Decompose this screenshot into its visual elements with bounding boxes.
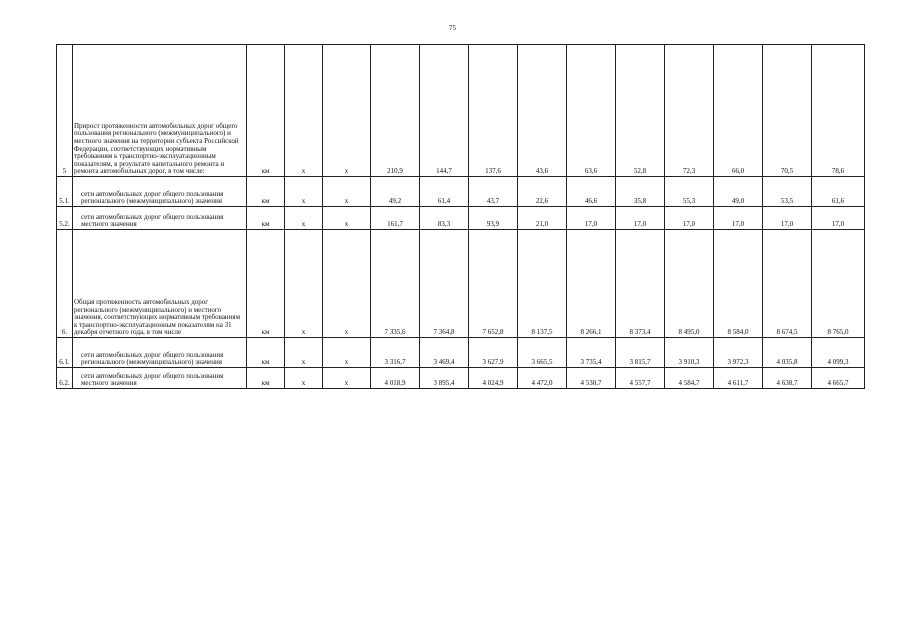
row-index: 5.2. <box>57 207 73 230</box>
row-unit: км <box>247 45 285 177</box>
row-description: сети автомобильных дорог общего пользования регионального (межмуниципального) значения <box>73 177 247 207</box>
row-value: 17,0 <box>812 207 865 230</box>
table-row <box>57 207 865 230</box>
row-value: 22,6 <box>518 177 567 207</box>
row-col-b: х <box>323 207 371 230</box>
row-value: 3 627,9 <box>469 338 518 368</box>
row-value: 17,0 <box>567 207 616 230</box>
page-number: 75 <box>449 24 456 32</box>
row-index: 5 <box>57 45 73 177</box>
row-value: 78,6 <box>812 45 865 177</box>
row-index: 6. <box>57 230 73 338</box>
row-value: 8 765,0 <box>812 230 865 338</box>
row-value: 3 665,5 <box>518 338 567 368</box>
row-value: 4 530,7 <box>567 368 616 389</box>
row-value: 83,3 <box>420 207 469 230</box>
table-row <box>57 230 865 338</box>
row-value: 8 674,5 <box>763 230 812 338</box>
row-index: 6.2. <box>57 368 73 389</box>
row-value: 43,7 <box>469 177 518 207</box>
row-value: 66,0 <box>714 45 763 177</box>
row-value: 49,0 <box>714 177 763 207</box>
row-value: 35,8 <box>616 177 665 207</box>
row-col-a: х <box>285 177 323 207</box>
row-value: 137,6 <box>469 45 518 177</box>
row-description: Прирост протяженности автомобильных дорог общего пользования регионального (межмуниципального) и местного значения на территории субъекта Российской Федерации, соответствующих нормативным требованиям к транспортно-эксплуатационным показателям, в результате капитального ремонта и ремонта автомобильных дорог, в том числе: <box>73 45 247 177</box>
row-value: 8 373,4 <box>616 230 665 338</box>
row-value: 43,6 <box>518 45 567 177</box>
row-value: 8 137,5 <box>518 230 567 338</box>
row-col-b: х <box>323 368 371 389</box>
row-value: 8 266,1 <box>567 230 616 338</box>
row-value: 161,7 <box>371 207 420 230</box>
row-value: 4 584,7 <box>665 368 714 389</box>
table-row <box>57 177 865 207</box>
row-value: 63,6 <box>567 45 616 177</box>
row-value: 3 469,4 <box>420 338 469 368</box>
row-value: 3 910,3 <box>665 338 714 368</box>
row-value: 8 495,0 <box>665 230 714 338</box>
row-col-a: х <box>285 207 323 230</box>
row-value: 4 035,8 <box>763 338 812 368</box>
row-value: 3 815,7 <box>616 338 665 368</box>
row-value: 210,9 <box>371 45 420 177</box>
row-value: 4 472,0 <box>518 368 567 389</box>
row-value: 17,0 <box>714 207 763 230</box>
row-value: 7 652,8 <box>469 230 518 338</box>
row-value: 61,4 <box>420 177 469 207</box>
row-value: 17,0 <box>665 207 714 230</box>
row-value: 4 665,7 <box>812 368 865 389</box>
row-value: 3 972,3 <box>714 338 763 368</box>
row-description: сети автомобильных дорог общего пользования местного значения <box>73 207 247 230</box>
row-col-a: х <box>285 338 323 368</box>
row-col-b: х <box>323 45 371 177</box>
row-col-b: х <box>323 230 371 338</box>
row-unit: км <box>247 230 285 338</box>
row-unit: км <box>247 368 285 389</box>
row-value: 4 611,7 <box>714 368 763 389</box>
row-index: 5.1. <box>57 177 73 207</box>
row-col-b: х <box>323 177 371 207</box>
row-value: 4 024,9 <box>469 368 518 389</box>
table-row <box>57 45 865 177</box>
row-value: 46,6 <box>567 177 616 207</box>
row-value: 49,2 <box>371 177 420 207</box>
row-value: 144,7 <box>420 45 469 177</box>
row-value: 53,5 <box>763 177 812 207</box>
row-col-a: х <box>285 230 323 338</box>
row-description: сети автомобильных дорог общего пользования местного значения <box>73 368 247 389</box>
row-value: 8 584,0 <box>714 230 763 338</box>
table-row <box>57 368 865 389</box>
row-value: 3 735,4 <box>567 338 616 368</box>
row-value: 72,3 <box>665 45 714 177</box>
indicators-table <box>56 44 865 389</box>
row-value: 3 316,7 <box>371 338 420 368</box>
row-col-a: х <box>285 368 323 389</box>
row-description: сети автомобильных дорог общего пользования регионального (межмуниципального) значения <box>73 338 247 368</box>
row-value: 4 099,3 <box>812 338 865 368</box>
row-value: 70,5 <box>763 45 812 177</box>
row-value: 93,9 <box>469 207 518 230</box>
row-value: 4 557,7 <box>616 368 665 389</box>
row-value: 7 335,6 <box>371 230 420 338</box>
row-value: 4 018,9 <box>371 368 420 389</box>
row-value: 52,8 <box>616 45 665 177</box>
row-description: Общая протяженность автомобильных дорог регионального (межмуниципального) и местного значения, соответствующих нормативным требованиям к транспортно-эксплуатационным показателям на 31 декабря отчетного года, в том числе <box>73 230 247 338</box>
row-col-a: х <box>285 45 323 177</box>
row-value: 17,0 <box>763 207 812 230</box>
row-value: 55,3 <box>665 177 714 207</box>
row-value: 21,0 <box>518 207 567 230</box>
row-value: 7 364,8 <box>420 230 469 338</box>
row-unit: км <box>247 338 285 368</box>
row-value: 3 895,4 <box>420 368 469 389</box>
row-unit: км <box>247 177 285 207</box>
row-value: 4 638,7 <box>763 368 812 389</box>
row-unit: км <box>247 207 285 230</box>
row-value: 61,6 <box>812 177 865 207</box>
row-value: 17,0 <box>616 207 665 230</box>
row-col-b: х <box>323 338 371 368</box>
row-index: 6.1. <box>57 338 73 368</box>
table-row <box>57 338 865 368</box>
